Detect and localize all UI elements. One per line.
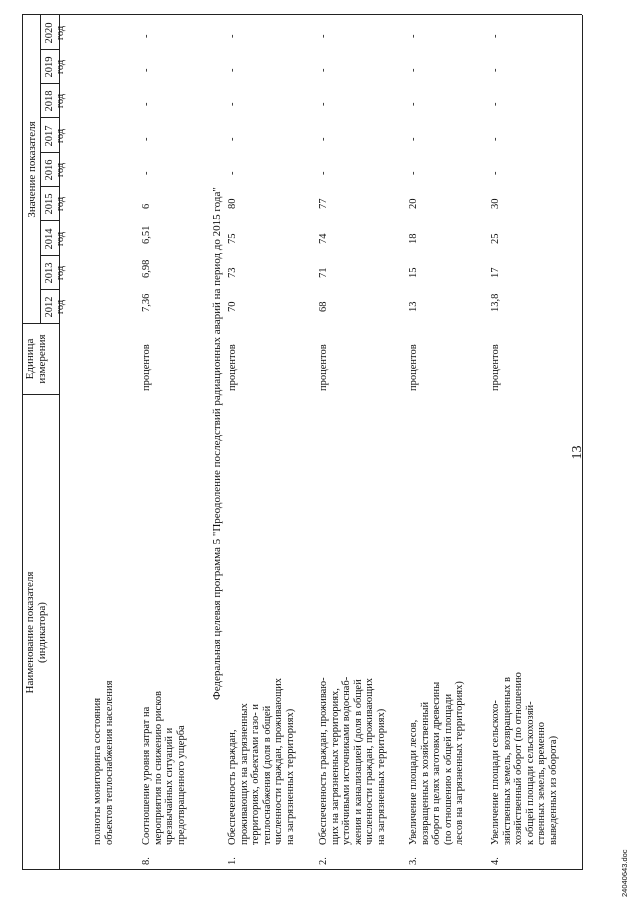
program-title: Федеральная целевая программа 5 "Преодоление последствий радиационных аварий на период до 2015 года" bbox=[211, 187, 223, 700]
table-bottom-border bbox=[582, 15, 583, 870]
header-year: 2017 год bbox=[44, 125, 66, 147]
row-value: 73 bbox=[227, 267, 238, 278]
row-value: - bbox=[227, 68, 238, 72]
row-value: 13,8 bbox=[490, 293, 501, 312]
row-value: 25 bbox=[490, 233, 501, 244]
row-number: 3. bbox=[408, 857, 419, 865]
row-value: - bbox=[490, 68, 501, 72]
file-name: 24040643.doc bbox=[620, 849, 629, 897]
header-unit-column: Единица измерения bbox=[24, 334, 48, 384]
row-name: Увеличение площади лесов, возвращенных в хозяйственный оборот в целях заготовки древесины (по отношению к общей площади лесов на загрязненных территориях) bbox=[408, 681, 465, 845]
row-unit: процентов bbox=[227, 344, 238, 391]
row-unit: процентов bbox=[141, 344, 152, 391]
row-value: - bbox=[227, 34, 238, 38]
header-year: 2014 год bbox=[44, 228, 66, 250]
row-value: - bbox=[318, 34, 329, 38]
row-number: 2. bbox=[318, 857, 329, 865]
row-value: 20 bbox=[408, 198, 419, 209]
row-value: - bbox=[408, 68, 419, 72]
row-value: - bbox=[408, 137, 419, 141]
table-top-border bbox=[22, 15, 23, 870]
header-year: 2019 год bbox=[44, 56, 66, 78]
row-value: - bbox=[141, 171, 152, 175]
header-year: 2015 год bbox=[44, 193, 66, 215]
row-name: Обеспеченность граждан, проживаю- щих на загрязненных территориях, устойчивыми источниками водоснаб- жения и канализацией (доля в общей численности граждан, проживающих на загрязненных территориях) bbox=[318, 676, 387, 845]
row-value: 6 bbox=[141, 203, 152, 209]
row-value: 71 bbox=[318, 267, 329, 278]
row-value: 17 bbox=[490, 267, 501, 278]
row-name: Обеспеченность граждан, проживающих на загрязненных территориях, объектами газо- и теплоснабжения (доля в общей численности граждан, проживающих на загрязненных территориях) bbox=[227, 677, 296, 845]
row-value: 6,98 bbox=[141, 259, 152, 278]
row-value: - bbox=[490, 102, 501, 106]
row-value: 70 bbox=[227, 301, 238, 312]
row-unit: процентов bbox=[408, 344, 419, 391]
header-year: 2018 год bbox=[44, 90, 66, 112]
row-value: - bbox=[318, 171, 329, 175]
header-sub-border bbox=[40, 15, 41, 324]
row-value: - bbox=[490, 137, 501, 141]
row-value: - bbox=[490, 171, 501, 175]
row-number: 4. bbox=[490, 857, 501, 865]
row-value: 7,36 bbox=[141, 293, 152, 312]
row-value: 6,51 bbox=[141, 225, 152, 244]
col-border-name bbox=[22, 869, 582, 870]
row-name: Увеличение площади сельскохо- зяйственных земель, возвращенных в хозяйственный оборот (по отношению к общей площади сельскохозяй- ственных земель, временно выведенных из оборота) bbox=[490, 672, 559, 845]
row-value: - bbox=[490, 34, 501, 38]
row-value: 30 bbox=[490, 198, 501, 209]
header-values-group: Значение показателя bbox=[26, 121, 38, 218]
row-unit: процентов bbox=[490, 344, 501, 391]
continuation-text: полноты мониторинга состояния объектов теплоснабжения населения bbox=[92, 680, 115, 845]
row-value: - bbox=[227, 137, 238, 141]
row-value: 13 bbox=[408, 301, 419, 312]
row-value: - bbox=[227, 102, 238, 106]
row-value: - bbox=[318, 102, 329, 106]
row-value: - bbox=[227, 171, 238, 175]
row-number: 8. bbox=[141, 857, 152, 865]
row-value: - bbox=[408, 171, 419, 175]
table-right-border bbox=[22, 14, 582, 15]
header-year: 2012 год bbox=[44, 296, 66, 318]
row-value: - bbox=[141, 68, 152, 72]
row-value: 74 bbox=[318, 233, 329, 244]
row-value: 75 bbox=[227, 233, 238, 244]
row-value: - bbox=[141, 34, 152, 38]
page-number: 13 bbox=[570, 445, 585, 460]
row-value: 77 bbox=[318, 198, 329, 209]
row-value: - bbox=[408, 34, 419, 38]
header-name-column: Наименование показателя (индикатора) bbox=[24, 571, 48, 694]
row-value: - bbox=[408, 102, 419, 106]
row-value: 15 bbox=[408, 267, 419, 278]
row-unit: процентов bbox=[318, 344, 329, 391]
row-value: - bbox=[141, 102, 152, 106]
row-value: 18 bbox=[408, 233, 419, 244]
row-value: 68 bbox=[318, 301, 329, 312]
row-number: 1. bbox=[227, 857, 238, 865]
header-year: 2013 год bbox=[44, 262, 66, 284]
row-value: - bbox=[318, 137, 329, 141]
row-value: - bbox=[141, 137, 152, 141]
header-year: 2016 год bbox=[44, 159, 66, 181]
row-name: Соотношение уровня затрат на мероприятия по снижению рисков чрезвычайных ситуаций и предотвращенного ущерба bbox=[141, 691, 187, 845]
col-border-unit bbox=[22, 394, 59, 395]
row-value: 80 bbox=[227, 198, 238, 209]
header-year: 2020 год bbox=[44, 22, 66, 44]
row-value: - bbox=[318, 68, 329, 72]
